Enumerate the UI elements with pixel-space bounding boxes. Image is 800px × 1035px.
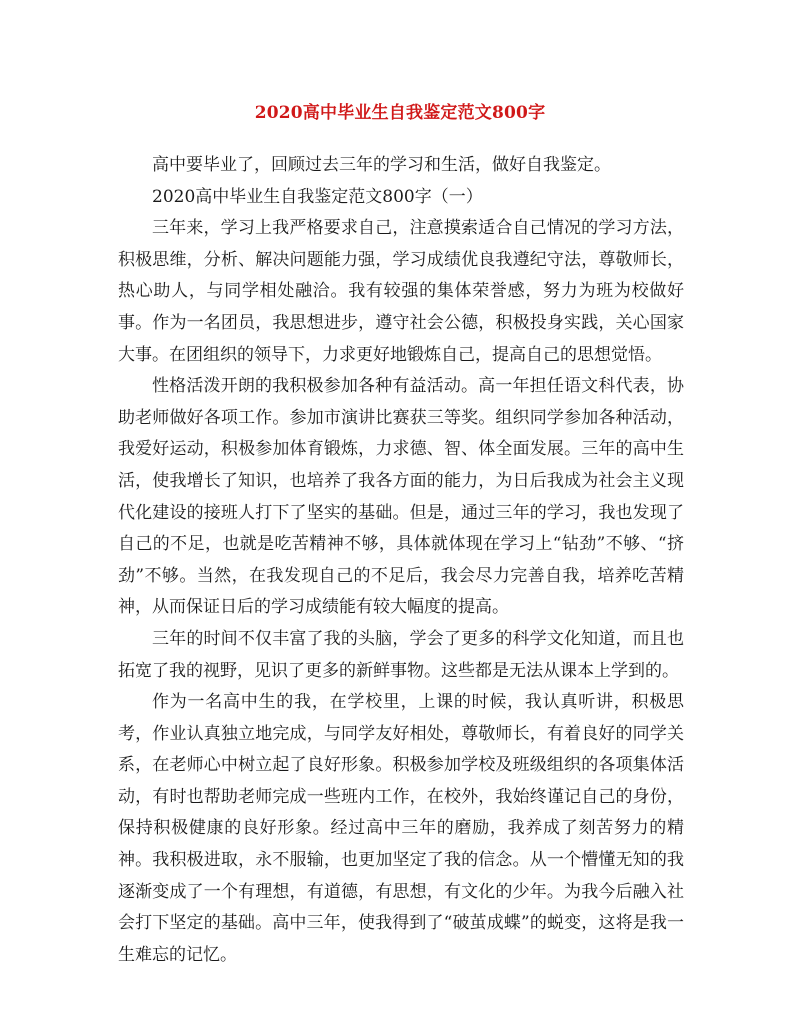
paragraph-activities: 性格活泼开朗的我积极参加各种有益活动。高一年担任语文科代表，协助老师做好各项工作。参加市演讲比赛获三等奖。组织同学参加各种活动，我爱好运动，积极参加体育锻炼，力求德、智、体全面发展。三年的高中生活，使我增长了知识，也培养了我各方面的能力，为日后我成为社会主义现代化建设的接班人打下了坚实的基础。但是，通过三年的学习，我也发现了自己的不足，也就是吃苦精神不够，具体就体现在学习上“钻劲”不够、“挤劲”不够。当然，在我发现自己的不足后，我会尽力完善自我，培养吃苦精神，从而保证日后的学习成绩能有较大幅度的提高。 (118, 376, 684, 618)
document-title: 2020高中毕业生自我鉴定范文800字 (254, 103, 546, 123)
document-body (118, 150, 684, 971)
paragraph-horizon: 三年的时间不仅丰富了我的头脑，学会了更多的科学文化知道，而且也拓宽了我的视野，见识了更多的新鲜事物。这些都是无法从课本上学到的。 (118, 628, 684, 681)
paragraph-study: 三年来，学习上我严格要求自己，注意摸索适合自己情况的学习方法，积极思维，分析、解决问题能力强，学习成绩优良我遵纪守法，尊敬师长，热心助人，与同学相处融洽。我有较强的集体荣誉感，努力为班为校做好事。作为一名团员，我思想进步，遵守社会公德，积极投身实践，关心国家大事。在团组织的领导下，力求更好地锻炼自己，提高自己的思想觉悟。 (118, 218, 684, 365)
paragraph-intro: 高中要毕业了，回顾过去三年的学习和生活，做好自我鉴定。 (152, 155, 611, 175)
paragraph-conduct: 作为一名高中生的我，在学校里，上课的时候，我认真听讲，积极思考，作业认真独立地完成，与同学友好相处，尊敬师长，有着良好的同学关系，在老师心中树立起了良好形象。积极参加学校及班级组织的各项集体活动，有时也帮助老师完成一些班内工作，在校外，我始终谨记自己的身份，保持积极健康的良好形象。经过高中三年的磨励，我养成了刻苦努力的精神。我积极进取，永不服输，也更加坚定了我的信念。从一个懵懂无知的我逐渐变成了一个有理想，有道德，有思想，有文化的少年。为我今后融入社会打下坚定的基础。高中三年，使我得到了“破茧成蝶”的蜕变，这将是我一生难忘的记忆。 (118, 692, 684, 965)
paragraph-subtitle: 2020高中毕业生自我鉴定范文800字（一） (152, 186, 483, 207)
